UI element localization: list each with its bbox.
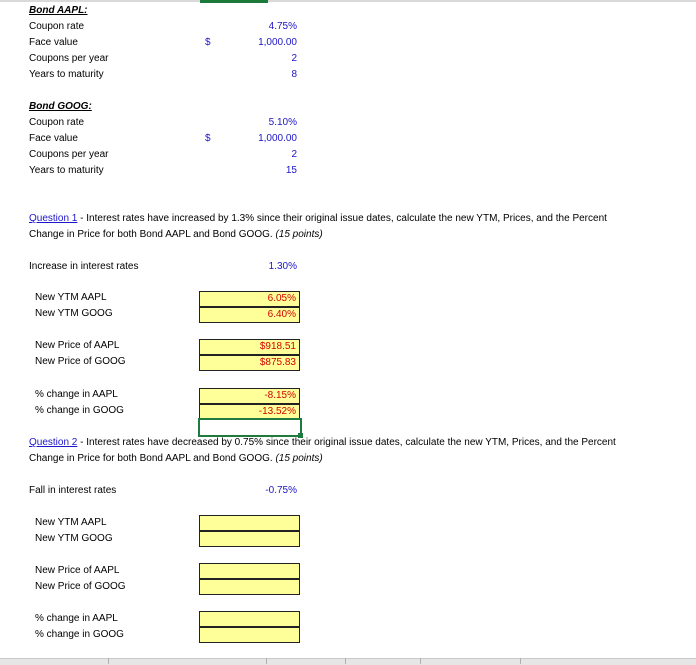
bond-goog-title: Bond GOOG: xyxy=(29,101,92,112)
goog-coupons-cell[interactable]: 2 xyxy=(291,149,297,160)
q1-ytm-aapl-cell[interactable]: 6.05% xyxy=(199,291,300,307)
goog-coupon-rate-label: Coupon rate xyxy=(29,117,85,128)
q1-chg-aapl-cell[interactable]: -8.15% xyxy=(199,388,300,404)
q2-chg-aapl-label: % change in AAPL xyxy=(35,613,118,624)
aapl-years-label: Years to maturity xyxy=(29,69,104,80)
sheet-tab-divider xyxy=(108,658,109,664)
aapl-coupons-label: Coupons per year xyxy=(29,53,109,64)
sheet-tab-divider xyxy=(420,658,421,664)
q1-rate-label: Increase in interest rates xyxy=(29,261,139,272)
q2-chg-goog-label: % change in GOOG xyxy=(35,629,124,640)
q2-ytm-goog-label: New YTM GOOG xyxy=(35,533,113,544)
question-1-link[interactable]: Question 1 xyxy=(29,213,78,224)
q1-price-aapl-cell[interactable]: $918.51 xyxy=(199,339,300,355)
goog-currency-symbol: $ xyxy=(205,133,211,144)
q2-rate-label: Fall in interest rates xyxy=(29,485,117,496)
sheet-tab-divider xyxy=(266,658,267,664)
q2-price-aapl-label: New Price of AAPL xyxy=(35,565,120,576)
q2-ytm-aapl-label: New YTM AAPL xyxy=(35,517,107,528)
aapl-coupon-rate-label: Coupon rate xyxy=(29,21,85,32)
q1-chg-goog-cell[interactable]: -13.52% xyxy=(199,404,300,420)
q1-ytm-goog-label: New YTM GOOG xyxy=(35,308,113,319)
q1-price-goog-label: New Price of GOOG xyxy=(35,356,126,367)
question-2-text-line1: Question 2 - Interest rates have decreased by 0.75% since their original issue dates, calculate the new YTM, Prices, and the Percent xyxy=(29,437,616,448)
q1-ytm-aapl-label: New YTM AAPL xyxy=(35,292,107,303)
q1-ytm-goog-cell[interactable]: 6.40% xyxy=(199,307,300,323)
q2-rate-cell[interactable]: -0.75% xyxy=(265,485,297,496)
sheet-tab-divider xyxy=(345,658,346,664)
q1-price-goog-cell[interactable]: $875.83 xyxy=(199,355,300,371)
q2-chg-aapl-cell[interactable] xyxy=(199,611,300,627)
aapl-face-value-label: Face value xyxy=(29,37,78,48)
goog-coupons-label: Coupons per year xyxy=(29,149,109,160)
sheet-tab-divider xyxy=(520,658,521,664)
aapl-currency-symbol: $ xyxy=(205,37,211,48)
goog-years-label: Years to maturity xyxy=(29,165,104,176)
sheet-top-border xyxy=(0,0,696,2)
q2-ytm-goog-cell[interactable] xyxy=(199,531,300,547)
aapl-years-cell[interactable]: 8 xyxy=(291,69,297,80)
bond-aapl-title: Bond AAPL: xyxy=(29,5,88,16)
q1-price-aapl-label: New Price of AAPL xyxy=(35,340,120,351)
goog-face-value-label: Face value xyxy=(29,133,78,144)
aapl-face-value-cell[interactable]: 1,000.00 xyxy=(258,37,297,48)
q2-chg-goog-cell[interactable] xyxy=(199,627,300,643)
q2-price-aapl-cell[interactable] xyxy=(199,563,300,579)
active-column-indicator xyxy=(200,0,268,3)
goog-coupon-rate-cell[interactable]: 5.10% xyxy=(268,117,297,128)
question-2-text-line2: Change in Price for both Bond AAPL and Bond GOOG. (15 points) xyxy=(29,453,323,464)
aapl-coupon-rate-cell[interactable]: 4.75% xyxy=(268,21,297,32)
goog-face-value-cell[interactable]: 1,000.00 xyxy=(258,133,297,144)
q2-ytm-aapl-cell[interactable] xyxy=(199,515,300,531)
selected-cell[interactable] xyxy=(198,418,302,437)
q1-rate-cell[interactable]: 1.30% xyxy=(268,261,297,272)
question-1-text-line2: Change in Price for both Bond AAPL and Bond GOOG. (15 points) xyxy=(29,229,323,240)
q1-chg-aapl-label: % change in AAPL xyxy=(35,389,118,400)
question-1-text-line1: Question 1 - Interest rates have increased by 1.3% since their original issue dates, calculate the new YTM, Prices, and the Percent xyxy=(29,213,607,224)
question-2-link[interactable]: Question 2 xyxy=(29,437,78,448)
q2-price-goog-label: New Price of GOOG xyxy=(35,581,126,592)
q1-chg-goog-label: % change in GOOG xyxy=(35,405,124,416)
aapl-coupons-cell[interactable]: 2 xyxy=(291,53,297,64)
q2-price-goog-cell[interactable] xyxy=(199,579,300,595)
goog-years-cell[interactable]: 15 xyxy=(285,165,297,176)
